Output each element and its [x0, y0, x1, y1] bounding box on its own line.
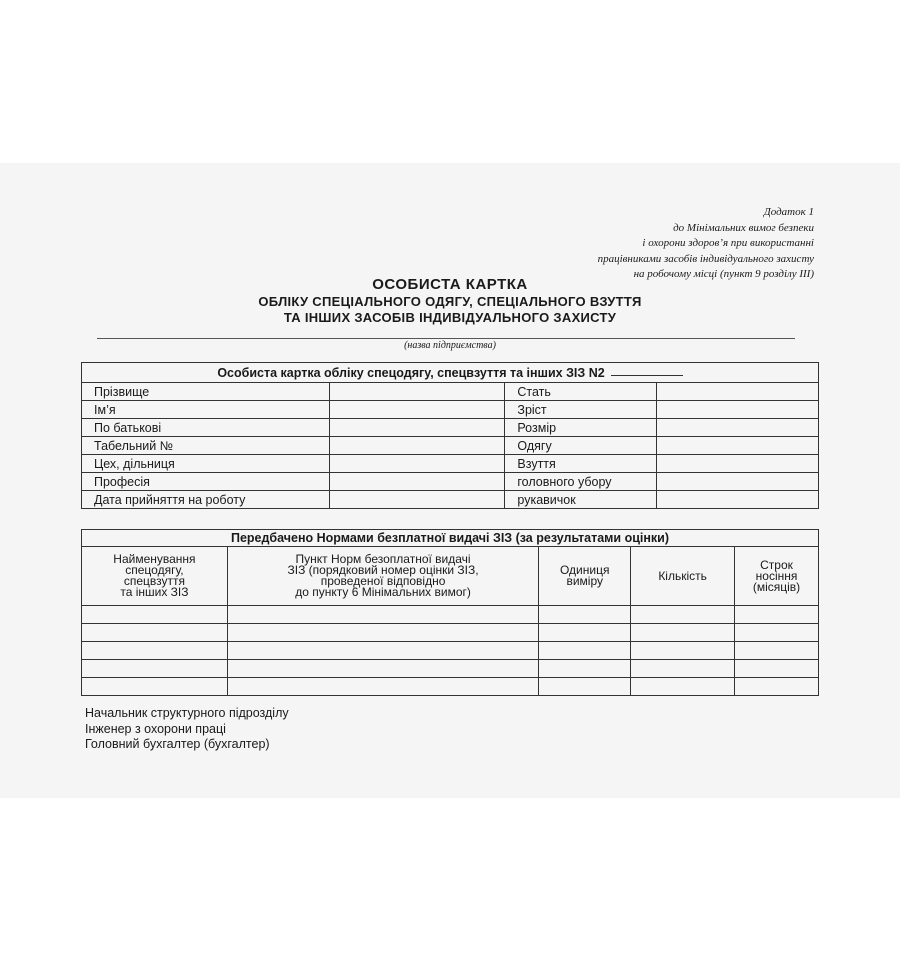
- signature-safety-engineer: Інженер з охорони праці: [85, 721, 226, 736]
- table-row: [82, 624, 819, 642]
- table-cell[interactable]: [82, 660, 228, 678]
- table-cell[interactable]: [539, 678, 631, 696]
- label-sex: Стать: [505, 383, 657, 401]
- table-cell[interactable]: [735, 624, 819, 642]
- table-cell[interactable]: [631, 642, 735, 660]
- table-cell[interactable]: [539, 642, 631, 660]
- label-hire-date: Дата прийняття на роботу: [82, 491, 330, 509]
- column-header-wear-term: Строк носіння (місяців): [735, 547, 819, 606]
- table-cell[interactable]: [735, 606, 819, 624]
- headwear-size-field[interactable]: [657, 473, 819, 491]
- table-row: [82, 660, 819, 678]
- label-patronymic: По батькові: [82, 419, 330, 437]
- patronymic-field[interactable]: [329, 419, 505, 437]
- table-cell[interactable]: [631, 660, 735, 678]
- height-field[interactable]: [657, 401, 819, 419]
- table-cell[interactable]: [631, 678, 735, 696]
- label-department: Цех, дільниця: [82, 455, 330, 473]
- first-name-field[interactable]: [329, 401, 505, 419]
- appendix-line: працівниками засобів індивідуального захисту: [597, 252, 814, 265]
- footwear-size-field[interactable]: [657, 455, 819, 473]
- column-header-norm-item: Пункт Норм безоплатної видачі ЗІЗ (порядковий номер оцінки ЗІЗ, проведеної відповідно до пункту 6 Мінімальних вимог): [227, 547, 538, 606]
- label-surname: Прізвище: [82, 383, 330, 401]
- label-first-name: Ім’я: [82, 401, 330, 419]
- appendix-note: [598, 205, 814, 283]
- table-cell[interactable]: [82, 606, 228, 624]
- document-title: [0, 276, 900, 326]
- table-row: [82, 606, 819, 624]
- gloves-size-field[interactable]: [657, 491, 819, 509]
- table-row: [82, 678, 819, 696]
- label-clothing: Одягу: [505, 437, 657, 455]
- label-personnel-number: Табельний №: [82, 437, 330, 455]
- appendix-line: до Мінімальних вимог безпеки: [673, 221, 814, 234]
- department-field[interactable]: [329, 455, 505, 473]
- table-cell[interactable]: [539, 660, 631, 678]
- norms-table-header: Передбачено Нормами безплатної видачі ЗІЗ (за результатами оцінки): [82, 530, 819, 547]
- clothing-size-field[interactable]: [657, 437, 819, 455]
- table-cell[interactable]: [631, 624, 735, 642]
- label-gloves: рукавичок: [505, 491, 657, 509]
- table-cell[interactable]: [735, 660, 819, 678]
- appendix-line: на робочому місці (пункт 9 розділу ІІІ): [633, 268, 814, 280]
- table-cell[interactable]: [227, 606, 538, 624]
- appendix-line: і охорони здоров’я при використанні: [642, 237, 814, 249]
- label-profession: Професія: [82, 473, 330, 491]
- surname-field[interactable]: [329, 383, 505, 401]
- hire-date-field[interactable]: [329, 491, 505, 509]
- title-line-2: ОБЛІКУ СПЕЦІАЛЬНОГО ОДЯГУ, СПЕЦІАЛЬНОГО ВЗУТТЯ: [258, 294, 642, 309]
- profession-field[interactable]: [329, 473, 505, 491]
- card-number-line[interactable]: [611, 375, 683, 376]
- table-cell[interactable]: [227, 642, 538, 660]
- column-header-item-name: Найменування спецодягу, спецвзуття та інших ЗІЗ: [82, 547, 228, 606]
- norms-table: [81, 529, 819, 696]
- title-line-3: ТА ІНШИХ ЗАСОБІВ ІНДИВІДУАЛЬНОГО ЗАХИСТУ: [283, 310, 617, 325]
- table-cell[interactable]: [631, 606, 735, 624]
- title-line-1: ОСОБИСТА КАРТКА: [372, 276, 528, 293]
- table-cell[interactable]: [227, 678, 538, 696]
- company-name-caption: (назва підприємства): [404, 340, 496, 351]
- appendix-line: Додаток 1: [763, 206, 814, 218]
- table-cell[interactable]: [735, 678, 819, 696]
- table-cell[interactable]: [539, 624, 631, 642]
- label-size: Розмір: [505, 419, 657, 437]
- company-name-line[interactable]: [97, 338, 795, 339]
- signatures-block: [85, 706, 289, 753]
- label-height: Зріст: [505, 401, 657, 419]
- label-footwear: Взуття: [505, 455, 657, 473]
- label-headwear: головного убору: [505, 473, 657, 491]
- table-cell[interactable]: [82, 678, 228, 696]
- column-header-unit: Одиниця виміру: [539, 547, 631, 606]
- signature-department-head: Начальник структурного підрозділу: [85, 706, 289, 720]
- table-cell[interactable]: [82, 642, 228, 660]
- personal-card-table: [81, 362, 819, 509]
- personal-card-header: Особиста картка обліку спецодягу, спецвзуття та інших ЗІЗ N2: [82, 363, 819, 383]
- table-cell[interactable]: [82, 624, 228, 642]
- personnel-number-field[interactable]: [329, 437, 505, 455]
- table-cell[interactable]: [539, 606, 631, 624]
- table-cell[interactable]: [227, 624, 538, 642]
- size-field[interactable]: [657, 419, 819, 437]
- column-header-quantity: Кількість: [631, 547, 735, 606]
- signature-chief-accountant: Головний бухгалтер (бухгалтер): [85, 737, 270, 751]
- table-cell[interactable]: [735, 642, 819, 660]
- table-row: [82, 642, 819, 660]
- sex-field[interactable]: [657, 383, 819, 401]
- table-cell[interactable]: [227, 660, 538, 678]
